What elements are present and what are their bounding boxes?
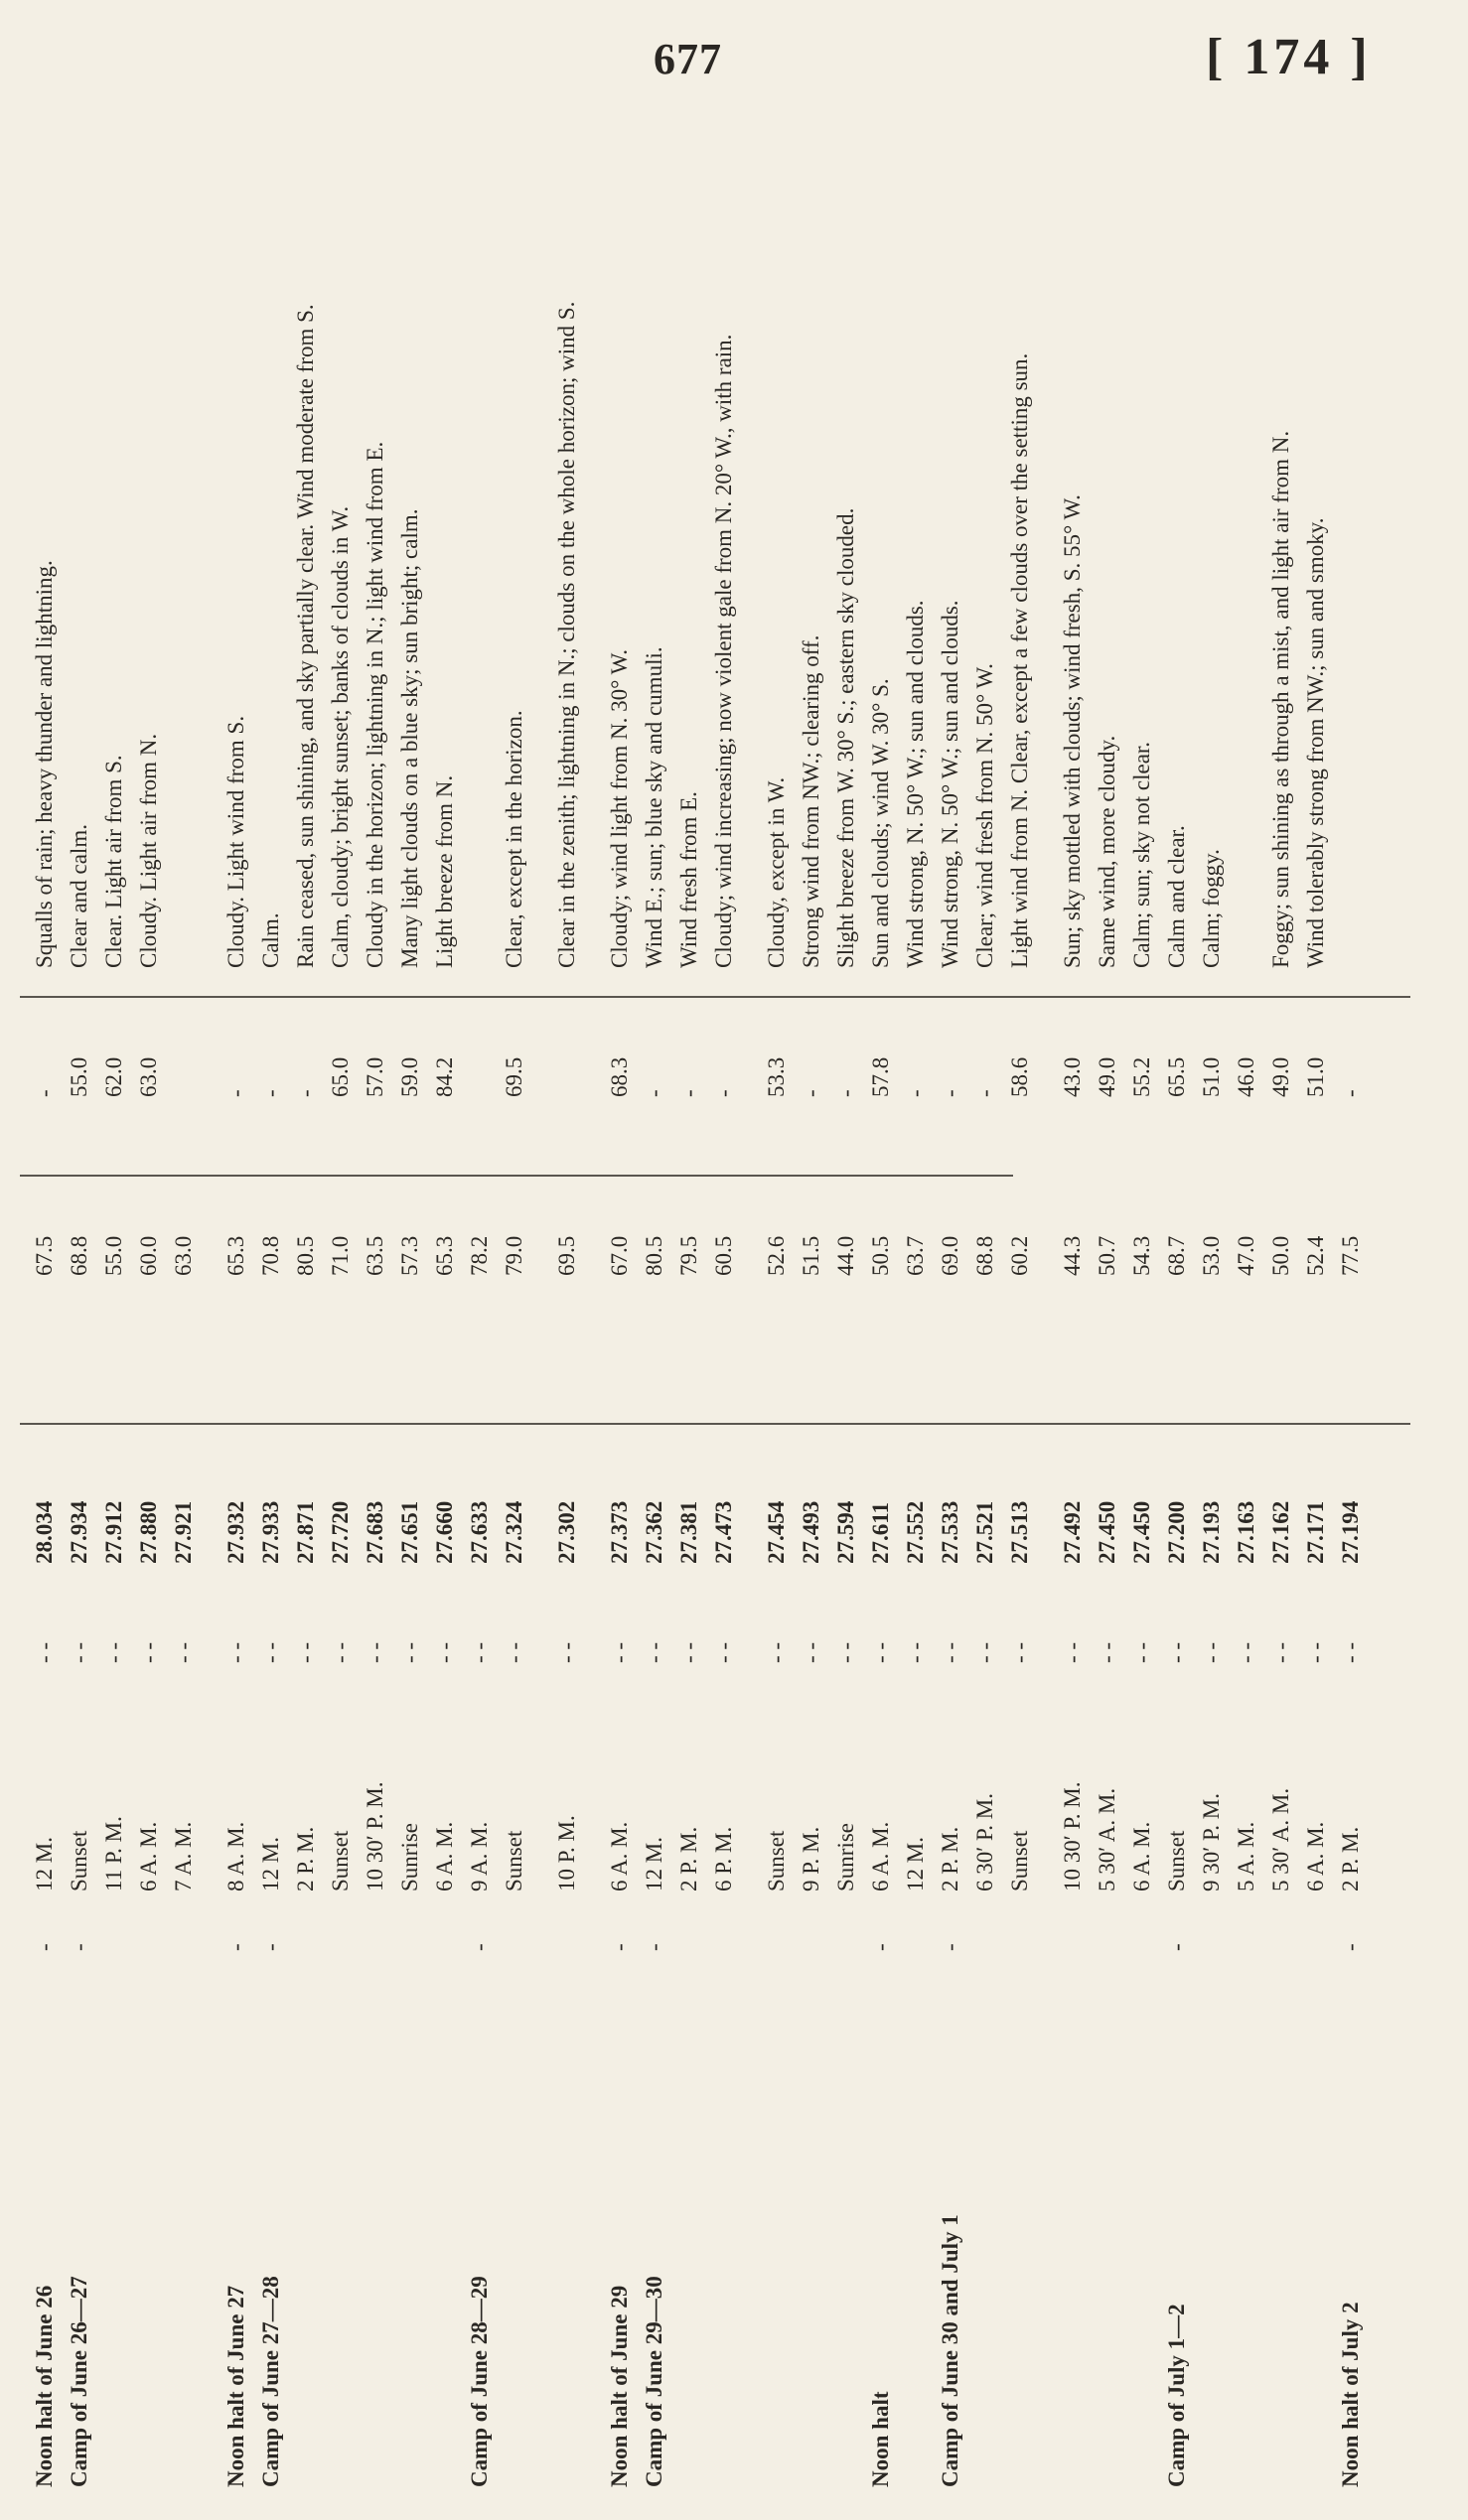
place-cell: Camp of June 28—29 — [467, 2276, 492, 2487]
table-row — [500, 104, 529, 2487]
leader-cell: - - — [223, 1641, 248, 1663]
barometer-cell: 27.912 — [101, 1500, 126, 1564]
leader-cell: - — [258, 1943, 283, 1951]
detached-thermometer-cell: 49.0 — [1268, 1056, 1293, 1097]
leader-cell: - - — [868, 1641, 893, 1663]
time-cell: Sunset — [67, 1830, 91, 1891]
barometer-cell: 27.933 — [258, 1500, 283, 1564]
remarks-cell: Clear. Light air from S. — [101, 755, 126, 968]
leader-cell: - - — [363, 1641, 387, 1663]
remarks-cell: Calm. — [258, 912, 283, 968]
table-row — [99, 104, 129, 2487]
barometer-cell: 27.552 — [903, 1500, 928, 1564]
leader-cell: - - — [903, 1641, 928, 1663]
remarks-cell: Calm; sun; sky not clear. — [1129, 741, 1154, 968]
time-cell: 5 A. M. — [1234, 1821, 1258, 1891]
table-row — [256, 104, 286, 2487]
detached-thermometer-cell: 46.0 — [1234, 1056, 1258, 1097]
leader-cell: - - — [1234, 1641, 1258, 1663]
attached-thermometer-cell: 50.7 — [1095, 1235, 1119, 1276]
detached-thermometer-cell: 53.3 — [764, 1056, 789, 1097]
attached-thermometer-cell: 68.7 — [1164, 1235, 1189, 1276]
attached-thermometer-cell: 50.5 — [868, 1235, 893, 1276]
leader-cell: - - — [1338, 1641, 1363, 1663]
remarks-cell: Cloudy; wind increasing; now violent gale from N. 20° W., with rain. — [711, 334, 736, 968]
remarks-cell: Light breeze from N. — [432, 774, 457, 968]
detached-thermometer-cell: - — [258, 1089, 283, 1097]
leader-cell: - - — [467, 1641, 492, 1663]
barometer-cell: 27.880 — [136, 1500, 161, 1564]
leader-cell: - - — [607, 1641, 632, 1663]
time-cell: 5 30′ A. M. — [1095, 1787, 1119, 1891]
leader-cell: - — [868, 1943, 893, 1951]
detached-thermometer-cell: 68.3 — [607, 1056, 632, 1097]
detached-thermometer-cell: 65.0 — [328, 1056, 353, 1097]
remarks-cell: Clear, except in the horizon. — [502, 710, 526, 968]
time-cell: 10 30′ P. M. — [1060, 1781, 1085, 1891]
detached-thermometer-cell: 55.0 — [67, 1056, 91, 1097]
table-row — [361, 104, 390, 2487]
barometer-cell: 27.932 — [223, 1500, 248, 1564]
barometer-cell: 27.200 — [1164, 1500, 1189, 1564]
time-cell: 2 P. M. — [676, 1826, 701, 1891]
page-bracket-number: [ 174 ] — [1206, 29, 1372, 85]
attached-thermometer-cell: 63.5 — [363, 1235, 387, 1276]
time-cell: 6 A. M. — [136, 1821, 161, 1891]
attached-thermometer-cell: 70.8 — [258, 1235, 283, 1276]
attached-thermometer-cell: 79.0 — [502, 1235, 526, 1276]
attached-thermometer-cell: 71.0 — [328, 1235, 353, 1276]
table-row — [1127, 104, 1157, 2487]
barometer-cell: 27.362 — [642, 1500, 666, 1564]
detached-thermometer-cell: 57.8 — [868, 1056, 893, 1097]
detached-thermometer-cell: 51.0 — [1199, 1056, 1224, 1097]
table-row — [169, 104, 199, 2487]
remarks-cell: Cloudy; wind light from N. 30° W. — [607, 649, 632, 968]
attached-thermometer-cell: 44.0 — [833, 1235, 858, 1276]
leader-cell: - - — [136, 1641, 161, 1663]
attached-thermometer-cell: 47.0 — [1234, 1235, 1258, 1276]
remarks-cell: Many light clouds on a blue sky; sun bright; calm. — [397, 508, 422, 968]
leader-cell: - - — [711, 1641, 736, 1663]
attached-thermometer-cell: 79.5 — [676, 1235, 701, 1276]
detached-thermometer-cell: 57.0 — [363, 1056, 387, 1097]
barometer-cell: 27.611 — [868, 1502, 893, 1564]
time-cell: 9 30′ P. M. — [1199, 1793, 1224, 1891]
remarks-cell: Same wind, more cloudy. — [1095, 735, 1119, 968]
time-cell: 6 30′ P. M. — [972, 1793, 997, 1891]
time-cell: 6 A. M. — [607, 1821, 632, 1891]
attached-thermometer-cell: 78.2 — [467, 1235, 492, 1276]
leader-cell: - — [67, 1943, 91, 1951]
leader-cell: - - — [293, 1641, 318, 1663]
detached-thermometer-cell: - — [642, 1089, 666, 1097]
barometer-cell: 27.381 — [676, 1500, 701, 1564]
remarks-cell: Calm, cloudy; bright sunset; banks of clouds in W. — [328, 505, 353, 968]
attached-thermometer-cell: 50.0 — [1268, 1235, 1293, 1276]
time-cell: 6 A. M. — [868, 1821, 893, 1891]
leader-cell: - — [1338, 1943, 1363, 1951]
barometer-cell: 27.373 — [607, 1500, 632, 1564]
leader-cell: - — [938, 1943, 962, 1951]
attached-thermometer-cell: 69.5 — [554, 1235, 579, 1276]
attached-thermometer-cell: 54.3 — [1129, 1235, 1154, 1276]
table-row — [65, 104, 94, 2487]
time-cell: 12 M. — [642, 1837, 666, 1891]
detached-thermometer-cell: - — [938, 1089, 962, 1097]
time-cell: 12 M. — [258, 1837, 283, 1891]
remarks-cell: Clear and calm. — [67, 824, 91, 968]
detached-thermometer-cell: 49.0 — [1095, 1056, 1119, 1097]
table-row — [797, 104, 826, 2487]
time-cell: 10 P. M. — [554, 1815, 579, 1891]
attached-thermometer-cell: 55.0 — [101, 1235, 126, 1276]
leader-cell: - - — [397, 1641, 422, 1663]
barometer-cell: 27.533 — [938, 1500, 962, 1564]
table-row — [605, 104, 635, 2487]
attached-thermometer-cell: 57.3 — [397, 1235, 422, 1276]
remarks-cell: Calm; foggy. — [1199, 849, 1224, 968]
detached-thermometer-cell: 59.0 — [397, 1056, 422, 1097]
table-row — [762, 104, 792, 2487]
table-row — [1301, 104, 1331, 2487]
table-row — [709, 104, 739, 2487]
table-row — [1232, 104, 1261, 2487]
time-cell: 9 P. M. — [799, 1826, 823, 1891]
table-row — [866, 104, 896, 2487]
leader-cell: - - — [1164, 1641, 1189, 1663]
remarks-cell: Wind strong, N. 50° W.; sun and clouds. — [903, 600, 928, 968]
barometer-cell: 27.454 — [764, 1500, 789, 1564]
attached-thermometer-cell: 52.6 — [764, 1235, 789, 1276]
table-row — [1093, 104, 1122, 2487]
remarks-cell: Sun; sky mottled with clouds; wind fresh, S. 55° W. — [1060, 494, 1085, 968]
table-row — [291, 104, 321, 2487]
table-row — [326, 104, 356, 2487]
detached-thermometer-cell: - — [223, 1089, 248, 1097]
time-cell: Sunset — [328, 1830, 353, 1891]
remarks-cell: Cloudy in the horizon; lightning in N.; light wind from E. — [363, 441, 387, 968]
table-row — [970, 104, 1000, 2487]
table-row — [640, 104, 669, 2487]
time-cell: 2 P. M. — [938, 1826, 962, 1891]
barometer-cell: 27.521 — [972, 1500, 997, 1564]
detached-thermometer-cell: 69.5 — [502, 1056, 526, 1097]
leader-cell: - - — [799, 1641, 823, 1663]
table-row — [1336, 104, 1366, 2487]
time-cell: 2 P. M. — [293, 1826, 318, 1891]
remarks-cell: Calm and clear. — [1164, 825, 1189, 968]
time-cell: 12 M. — [32, 1837, 57, 1891]
detached-thermometer-cell: - — [1338, 1089, 1363, 1097]
table-row — [1005, 104, 1035, 2487]
detached-thermometer-cell: - — [833, 1089, 858, 1097]
leader-cell: - — [223, 1943, 248, 1951]
place-cell: Camp of July 1—2 — [1164, 2304, 1189, 2487]
leader-cell: - - — [1095, 1641, 1119, 1663]
barometer-cell: 27.163 — [1234, 1500, 1258, 1564]
time-cell: 6 A. M. — [1129, 1821, 1154, 1891]
detached-thermometer-cell: - — [32, 1089, 57, 1097]
detached-thermometer-cell: - — [676, 1089, 701, 1097]
remarks-cell: Cloudy, except in W. — [764, 776, 789, 968]
leader-cell: - - — [32, 1641, 57, 1663]
barometer-cell: 27.934 — [67, 1500, 91, 1564]
observation-table — [20, 104, 1410, 2487]
attached-thermometer-cell: 63.0 — [171, 1235, 196, 1276]
barometer-cell: 27.633 — [467, 1500, 492, 1564]
leader-cell: - - — [938, 1641, 962, 1663]
table-row — [674, 104, 704, 2487]
leader-cell: - — [607, 1943, 632, 1951]
barometer-cell: 27.720 — [328, 1500, 353, 1564]
leader-cell: - - — [1060, 1641, 1085, 1663]
detached-thermometer-cell: 55.2 — [1129, 1056, 1154, 1097]
remarks-cell: Wind tolerably strong from NW.; sun and smoky. — [1303, 517, 1328, 968]
barometer-cell: 27.513 — [1007, 1500, 1032, 1564]
detached-thermometer-cell: - — [903, 1089, 928, 1097]
place-cell: Camp of June 27—28 — [258, 2276, 283, 2487]
leader-cell: - - — [1268, 1641, 1293, 1663]
attached-thermometer-cell: 67.0 — [607, 1235, 632, 1276]
time-cell: 5 30′ A. M. — [1268, 1787, 1293, 1891]
place-cell: Camp of June 26—27 — [67, 2276, 91, 2487]
barometer-cell: 27.651 — [397, 1500, 422, 1564]
place-cell: Noon halt of June 26 — [32, 2285, 57, 2487]
remarks-cell: Sun and clouds; wind W. 30° S. — [868, 678, 893, 968]
leader-cell: - - — [1129, 1641, 1154, 1663]
leader-cell: - - — [258, 1641, 283, 1663]
attached-thermometer-cell: 51.5 — [799, 1235, 823, 1276]
attached-thermometer-cell: 80.5 — [293, 1235, 318, 1276]
remarks-cell: Cloudy. Light air from N. — [136, 733, 161, 968]
remarks-cell: Wind fresh from E. — [676, 791, 701, 968]
time-cell: Sunrise — [833, 1823, 858, 1891]
table-row — [395, 104, 425, 2487]
time-cell: Sunset — [502, 1830, 526, 1891]
remarks-cell: Slight breeze from W. 30° S.; eastern sky clouded. — [833, 507, 858, 968]
table-row — [221, 104, 251, 2487]
detached-thermometer-cell: - — [799, 1089, 823, 1097]
time-cell: 6 P. M. — [711, 1826, 736, 1891]
barometer-cell: 27.492 — [1060, 1500, 1085, 1564]
time-cell: 7 A. M. — [171, 1821, 196, 1891]
leader-cell: - - — [642, 1641, 666, 1663]
table-row — [936, 104, 965, 2487]
detached-thermometer-cell: 84.2 — [432, 1056, 457, 1097]
leader-cell: - - — [171, 1641, 196, 1663]
remarks-cell: Cloudy. Light wind from S. — [223, 715, 248, 968]
barometer-cell: 27.171 — [1303, 1500, 1328, 1564]
time-cell: Sunrise — [397, 1823, 422, 1891]
barometer-cell: 27.324 — [502, 1500, 526, 1564]
remarks-cell: Wind E.; sun; blue sky and cumuli. — [642, 646, 666, 968]
leader-cell: - — [1164, 1943, 1189, 1951]
barometer-cell: 27.473 — [711, 1500, 736, 1564]
detached-thermometer-cell: 51.0 — [1303, 1056, 1328, 1097]
barometer-cell: 27.302 — [554, 1500, 579, 1564]
time-cell: 12 M. — [903, 1837, 928, 1891]
barometer-cell: 27.194 — [1338, 1500, 1363, 1564]
leader-cell: - - — [972, 1641, 997, 1663]
leader-cell: - — [642, 1943, 666, 1951]
barometer-cell: 27.594 — [833, 1500, 858, 1564]
barometer-cell: 27.493 — [799, 1500, 823, 1564]
attached-thermometer-cell: 63.7 — [903, 1235, 928, 1276]
attached-thermometer-cell: 77.5 — [1338, 1235, 1363, 1276]
place-cell: Noon halt of June 27 — [223, 2285, 248, 2487]
barometer-cell: 27.683 — [363, 1500, 387, 1564]
place-cell: Noon halt of July 2 — [1338, 2302, 1363, 2487]
table-row — [465, 104, 495, 2487]
place-cell: Noon halt of June 29 — [607, 2285, 632, 2487]
time-cell: 11 P. M. — [101, 1816, 126, 1891]
leader-cell: - - — [764, 1641, 789, 1663]
page-number: 677 — [654, 35, 722, 83]
time-cell: 6 A. M. — [1303, 1821, 1328, 1891]
barometer-cell: 27.921 — [171, 1500, 196, 1564]
leader-cell: - - — [676, 1641, 701, 1663]
table-row — [430, 104, 460, 2487]
attached-thermometer-cell: 67.5 — [32, 1235, 57, 1276]
leader-cell: - - — [1007, 1641, 1032, 1663]
attached-thermometer-cell: 60.5 — [711, 1235, 736, 1276]
remarks-cell: Clear; wind fresh from N. 50° W. — [972, 663, 997, 968]
place-cell: Camp of June 29—30 — [642, 2276, 666, 2487]
table-row — [1197, 104, 1227, 2487]
time-cell: Sunset — [1007, 1830, 1032, 1891]
barometer-cell: 27.162 — [1268, 1500, 1293, 1564]
place-cell: Camp of June 30 and July 1 — [938, 2214, 962, 2487]
leader-cell: - - — [1199, 1641, 1224, 1663]
table-row — [552, 104, 582, 2487]
table-row — [134, 104, 164, 2487]
time-cell: 6 A. M. — [432, 1821, 457, 1891]
remarks-cell: Rain ceased, sun shining, and sky partially clear. Wind moderate from S. — [293, 304, 318, 968]
detached-thermometer-cell: - — [293, 1089, 318, 1097]
detached-thermometer-cell: 58.6 — [1007, 1056, 1032, 1097]
barometer-cell: 28.034 — [32, 1500, 57, 1564]
table-row — [901, 104, 931, 2487]
attached-thermometer-cell: 80.5 — [642, 1235, 666, 1276]
leader-cell: - — [467, 1943, 492, 1951]
remarks-cell: Light wind from N. Clear, except a few clouds over the setting sun. — [1007, 352, 1032, 968]
time-cell: Sunset — [1164, 1830, 1189, 1891]
attached-thermometer-cell: 60.2 — [1007, 1235, 1032, 1276]
attached-thermometer-cell: 68.8 — [972, 1235, 997, 1276]
attached-thermometer-cell: 68.8 — [67, 1235, 91, 1276]
detached-thermometer-cell: 62.0 — [101, 1056, 126, 1097]
leader-cell: - - — [101, 1641, 126, 1663]
time-cell: 8 A. M. — [223, 1821, 248, 1891]
leader-cell: - - — [1303, 1641, 1328, 1663]
table-row — [1266, 104, 1296, 2487]
leader-cell: - - — [554, 1641, 579, 1663]
detached-thermometer-cell: - — [711, 1089, 736, 1097]
leader-cell: - — [32, 1943, 57, 1951]
attached-thermometer-cell: 53.0 — [1199, 1235, 1224, 1276]
table-row — [831, 104, 861, 2487]
remarks-cell: Foggy; sun shining as through a mist, and light air from N. — [1268, 430, 1293, 968]
table-row — [30, 104, 60, 2487]
table-row — [1058, 104, 1088, 2487]
remarks-cell: Squalls of rain; heavy thunder and lightning. — [32, 560, 57, 968]
leader-cell: - - — [67, 1641, 91, 1663]
detached-thermometer-cell: 63.0 — [136, 1056, 161, 1097]
remarks-cell: Wind strong, N. 50° W.; sun and clouds. — [938, 600, 962, 968]
attached-thermometer-cell: 69.0 — [938, 1235, 962, 1276]
leader-cell: - - — [328, 1641, 353, 1663]
leader-cell: - - — [502, 1641, 526, 1663]
leader-cell: - - — [833, 1641, 858, 1663]
detached-thermometer-cell: 65.5 — [1164, 1056, 1189, 1097]
attached-thermometer-cell: 65.3 — [223, 1235, 248, 1276]
time-cell: Sunset — [764, 1830, 789, 1891]
attached-thermometer-cell: 52.4 — [1303, 1235, 1328, 1276]
leader-cell: - - — [432, 1641, 457, 1663]
detached-thermometer-cell: - — [972, 1089, 997, 1097]
barometer-cell: 27.450 — [1129, 1500, 1154, 1564]
barometer-cell: 27.871 — [293, 1500, 318, 1564]
remarks-cell: Strong wind from NW.; clearing off. — [799, 634, 823, 968]
barometer-cell: 27.193 — [1199, 1500, 1224, 1564]
time-cell: 9 A. M. — [467, 1821, 492, 1891]
barometer-cell: 27.450 — [1095, 1500, 1119, 1564]
time-cell: 2 P. M. — [1338, 1826, 1363, 1891]
remarks-cell: Clear in the zenith; lightning in N.; clouds on the whole horizon; wind S. — [554, 301, 579, 968]
attached-thermometer-cell: 44.3 — [1060, 1235, 1085, 1276]
barometer-cell: 27.660 — [432, 1500, 457, 1564]
attached-thermometer-cell: 65.3 — [432, 1235, 457, 1276]
time-cell: 10 30′ P. M. — [363, 1781, 387, 1891]
attached-thermometer-cell: 60.0 — [136, 1235, 161, 1276]
place-cell: Noon halt — [868, 2391, 893, 2487]
detached-thermometer-cell: 43.0 — [1060, 1056, 1085, 1097]
table-row — [1162, 104, 1192, 2487]
